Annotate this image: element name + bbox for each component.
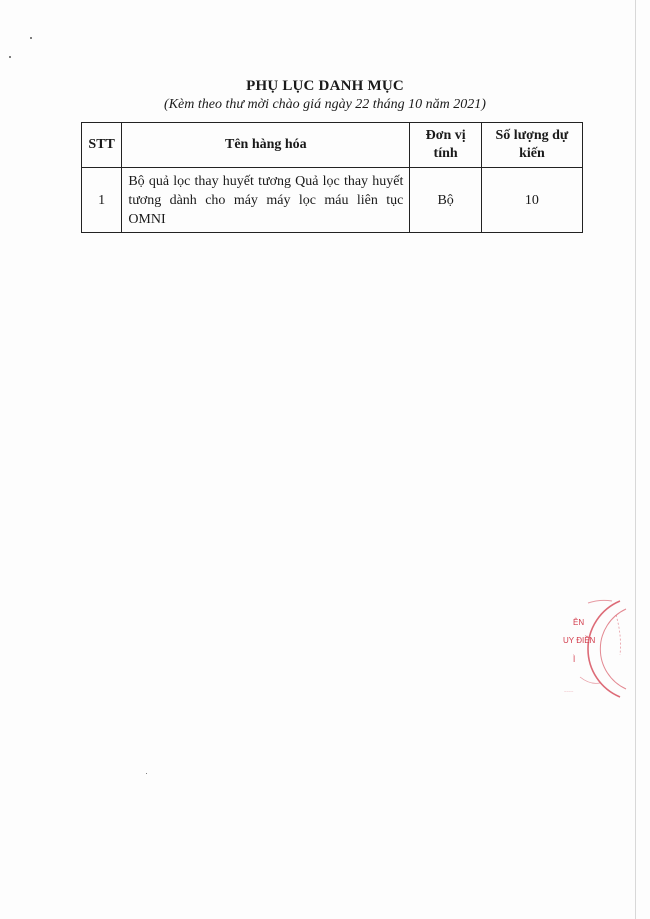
stamp-text-line-1: ÊN xyxy=(573,618,585,627)
stamp-text-line-3: Ì xyxy=(573,655,576,664)
table-row xyxy=(82,168,583,233)
document-subtitle: (Kèm theo thư mời chào giá ngày 22 tháng 10 năm 2021) xyxy=(164,97,486,112)
header-quantity: Số lượng dự kiến xyxy=(481,123,582,168)
scan-speck xyxy=(9,56,11,58)
stamp-text-line-2: UY ĐIỀN xyxy=(563,636,596,645)
catalog-table xyxy=(81,122,583,233)
cell-unit: Bộ xyxy=(410,168,482,233)
cell-stt: 1 xyxy=(82,168,122,233)
scan-speck xyxy=(146,773,147,774)
svg-text:~~~~: ~~~~ xyxy=(564,689,574,694)
table-header-row xyxy=(82,123,583,168)
cell-quantity: 10 xyxy=(481,168,582,233)
header-unit: Đơn vị tính xyxy=(410,123,482,168)
scan-speck xyxy=(30,37,32,39)
page-edge-line xyxy=(635,0,636,919)
document-title: PHỤ LỤC DANH MỤC xyxy=(246,78,404,94)
red-seal-stamp xyxy=(560,595,640,700)
header-stt: STT xyxy=(82,123,122,168)
header-item-name: Tên hàng hóa xyxy=(122,123,410,168)
cell-item-name: Bộ quả lọc thay huyết tương Quả lọc thay huyết tương dành cho máy máy lọc máu liên tục OMNI xyxy=(122,168,410,233)
